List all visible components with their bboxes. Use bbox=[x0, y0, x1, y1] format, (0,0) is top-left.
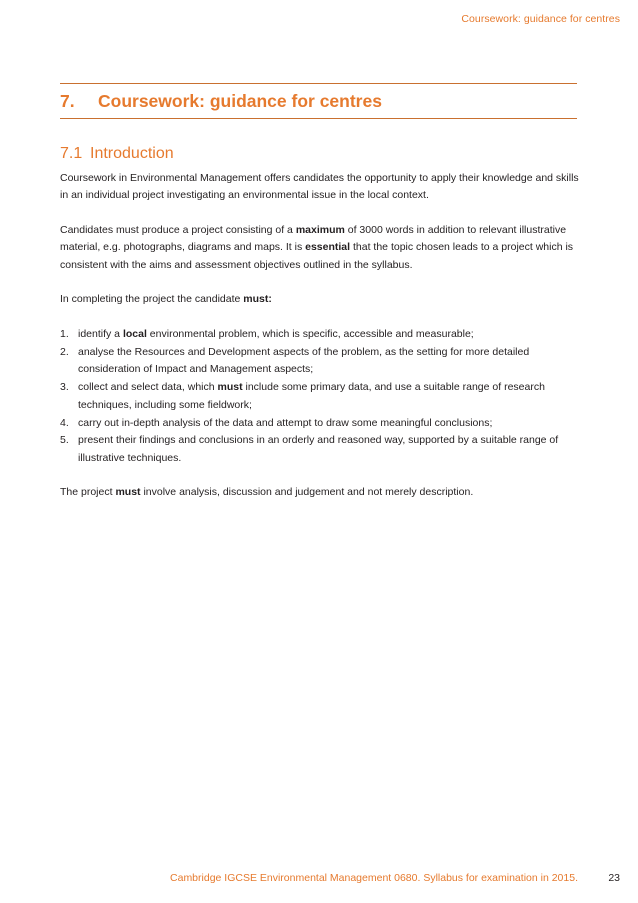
running-header: Coursework: guidance for centres bbox=[461, 13, 620, 25]
section-title-text: Introduction bbox=[90, 145, 174, 162]
requirements-lead-in bbox=[60, 291, 580, 308]
emphasis-essential: essential bbox=[305, 241, 351, 254]
list-number: 4. bbox=[60, 416, 69, 429]
chapter-title bbox=[60, 91, 382, 112]
emphasis-must: must bbox=[115, 486, 141, 499]
emphasis-local: local bbox=[122, 328, 147, 340]
text-run: include some primary data, and use a suitable range of research techniques, including some fieldwork; bbox=[78, 381, 545, 411]
text-run: carry out in-depth analysis of the data and attempt to draw some meaningful conclusions; bbox=[78, 416, 493, 429]
chapter-number: 7. bbox=[60, 91, 75, 111]
closing-paragraph bbox=[60, 484, 580, 501]
intro-paragraph: Coursework in Environmental Management offers candidates the opportunity to apply their knowledge and skills in an individual project investigating an environmental issue in the local context. bbox=[60, 172, 579, 202]
list-number: 5. bbox=[60, 434, 69, 447]
text-run: analyse the Resources and Development aspects of the problem, as the setting for more detailed consideration of Impact and Management aspects; bbox=[78, 345, 530, 376]
title-rule-bottom bbox=[60, 118, 577, 119]
title-rule-top bbox=[60, 83, 577, 84]
list-item bbox=[60, 379, 580, 414]
list-item bbox=[60, 415, 580, 432]
word-limit-paragraph bbox=[60, 222, 580, 274]
text-run: The project bbox=[60, 486, 116, 499]
text-run: involve analysis, discussion and judgement and not merely description. bbox=[140, 486, 474, 499]
text-run: environmental problem, which is specific, accessible and measurable; bbox=[146, 328, 474, 340]
text-run: that the topic chosen leads to a project which is consistent with the aims and assessment objectives outlined in the syllabus. bbox=[60, 241, 574, 271]
text-run: collect and select data, which bbox=[78, 381, 218, 394]
emphasis-must: must: bbox=[243, 293, 272, 306]
emphasis-must: must bbox=[217, 381, 243, 394]
chapter-title-text: Coursework: guidance for centres bbox=[98, 91, 382, 111]
section-heading bbox=[60, 145, 174, 163]
list-number: 3. bbox=[60, 381, 69, 394]
page-number: 23 bbox=[608, 872, 620, 884]
emphasis-maximum: maximum bbox=[295, 224, 345, 236]
text-run: Candidates must produce a project consisting of a bbox=[60, 224, 296, 236]
requirements-list bbox=[60, 326, 580, 467]
body-text bbox=[60, 170, 580, 519]
text-run: present their findings and conclusions in an orderly and reasoned way, supported by a suitable range of illustrative techniques. bbox=[78, 434, 559, 464]
footer-text: Cambridge IGCSE Environmental Management 0680. Syllabus for examination in 2015. bbox=[170, 872, 578, 884]
list-item bbox=[60, 432, 580, 467]
list-number: 1. bbox=[60, 328, 69, 340]
list-item bbox=[60, 326, 580, 343]
list-item bbox=[60, 344, 580, 379]
list-number: 2. bbox=[60, 345, 69, 358]
text-run: identify a bbox=[78, 328, 123, 340]
section-number: 7.1 bbox=[60, 145, 83, 162]
text-run: of 3000 words in addition to relevant illustrative material, e.g. photographs, diagrams and maps. It is bbox=[60, 224, 567, 254]
text-run: In completing the project the candidate bbox=[60, 293, 244, 306]
